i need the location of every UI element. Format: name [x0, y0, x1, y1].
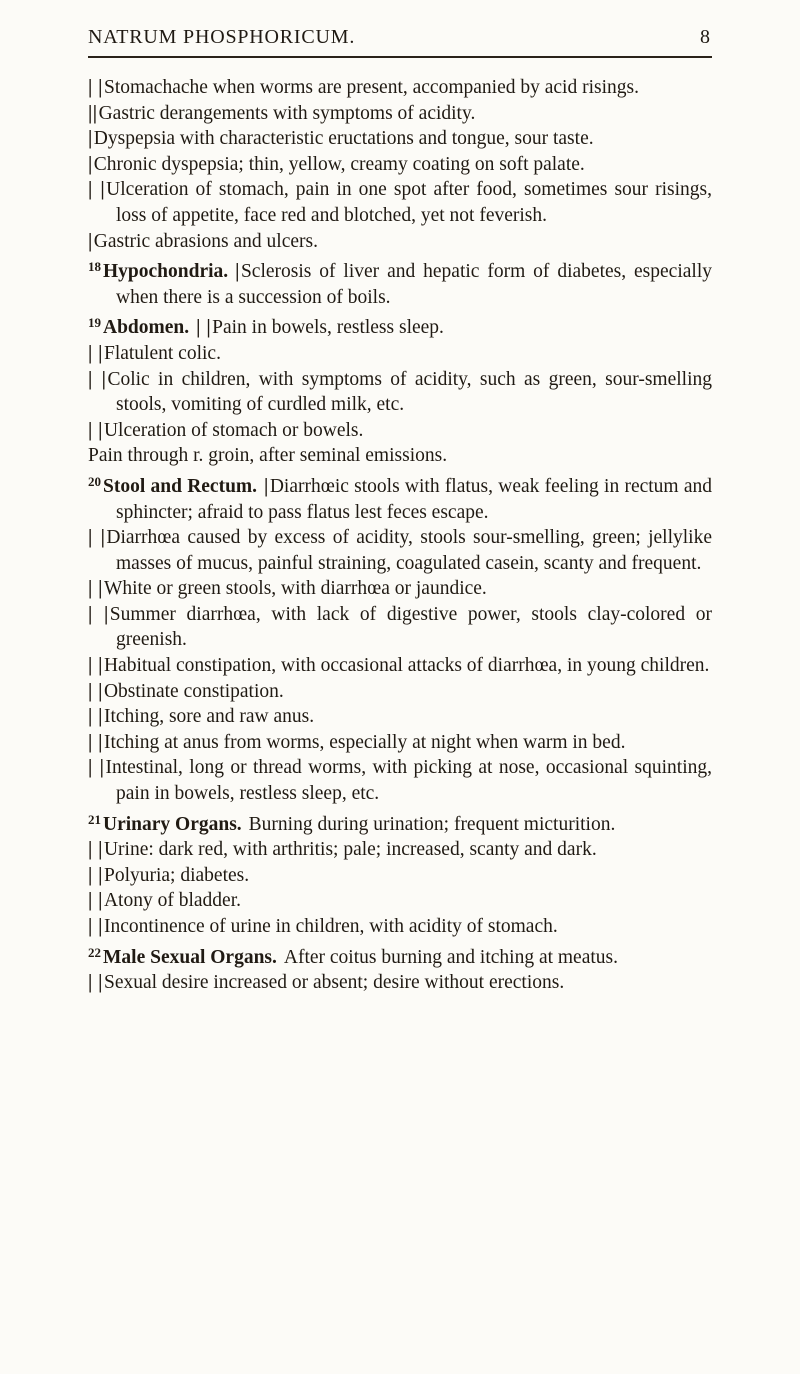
- section-number: 19: [88, 315, 101, 331]
- symptom-paragraph: [88, 602, 712, 653]
- section-heading: Stool and Rectum.: [103, 475, 258, 497]
- grade-mark: | |: [88, 179, 106, 201]
- symptom-paragraph: [88, 837, 712, 863]
- symptom-text: Pain through r. groin, after seminal emissions.: [88, 445, 448, 467]
- symptom-paragraph: [88, 418, 712, 444]
- symptom-text: Habitual constipation, with occasional attacks of diarrhœa, in young children.: [103, 655, 710, 677]
- symptom-text: Colic in children, with symptoms of acidity, such as green, sour-smelling stools, vomiting of curdled milk, etc.: [107, 368, 712, 416]
- grade-mark: | |: [88, 731, 103, 753]
- symptom-text: Chronic dyspepsia; thin, yellow, creamy coating on soft palate.: [93, 153, 585, 175]
- symptom-paragraph: [88, 888, 712, 914]
- grade-mark: | |: [88, 342, 103, 364]
- symptom-paragraph: [88, 679, 712, 705]
- symptom-text: Incontinence of urine in children, with acidity of stomach.: [103, 916, 558, 937]
- grade-mark: |: [88, 153, 93, 175]
- grade-mark: ||: [88, 102, 98, 124]
- symptom-paragraph: [88, 940, 712, 971]
- symptom-text: Diarrhœa caused by excess of acidity, stools sour-smelling, green; jellylike masses of mucus, painful straining, coagulated casein, scanty and frequent.: [106, 527, 712, 574]
- symptom-paragraph: [88, 970, 712, 996]
- grade-mark: |: [235, 261, 240, 283]
- grade-mark: | |: [88, 864, 103, 886]
- symptom-text: Flatulent colic.: [103, 342, 221, 364]
- grade-mark: | |: [88, 77, 103, 98]
- symptom-text: Ulceration of stomach or bowels.: [103, 419, 364, 441]
- grade-mark: | |: [88, 655, 103, 677]
- section-number: 21: [88, 811, 101, 827]
- symptom-paragraph: [88, 177, 712, 228]
- grade-mark: | |: [88, 890, 103, 912]
- section-heading: Abdomen.: [103, 317, 190, 339]
- grade-mark: |: [88, 230, 93, 252]
- symptom-paragraph: [88, 576, 712, 602]
- grade-mark: | |: [88, 757, 105, 779]
- symptom-paragraph: [88, 525, 712, 576]
- symptom-paragraph: [88, 807, 712, 838]
- grade-mark: |: [264, 475, 269, 497]
- header-rule: [88, 56, 712, 58]
- grade-mark: | |: [88, 972, 103, 994]
- grade-mark: | |: [88, 419, 103, 441]
- symptom-text: Intestinal, long or thread worms, with picking at nose, occasional squinting, pain in bowels, restless sleep, etc.: [105, 757, 713, 805]
- symptom-paragraph: [88, 704, 712, 730]
- grade-mark: | |: [88, 680, 103, 702]
- symptom-text: Urine: dark red, with arthritis; pale; increased, scanty and dark.: [103, 839, 597, 861]
- page-header: [88, 26, 712, 56]
- symptom-paragraph: [88, 755, 712, 806]
- grade-mark: | |: [88, 916, 103, 937]
- symptom-paragraph: [88, 310, 712, 341]
- grade-mark: | |: [88, 706, 103, 728]
- symptom-text: Pain in bowels, restless sleep.: [212, 317, 444, 339]
- symptom-paragraph: [88, 152, 712, 178]
- symptom-paragraph: [88, 653, 712, 679]
- symptom-text: Summer diarrhœa, with lack of digestive power, stools clay-colored or greenish.: [109, 603, 712, 651]
- symptom-paragraph: [88, 254, 712, 310]
- symptom-paragraph: [88, 730, 712, 756]
- grade-mark: | |: [88, 527, 106, 549]
- symptom-text: Obstinate constipation.: [103, 680, 284, 702]
- grade-mark: | |: [88, 839, 103, 861]
- symptom-paragraph: [88, 229, 712, 255]
- symptom-paragraph: [88, 101, 712, 127]
- symptom-text: Polyuria; diabetes.: [103, 864, 250, 886]
- symptom-paragraph: [88, 469, 712, 525]
- grade-mark: | |: [88, 368, 107, 390]
- symptom-text: Stomachache when worms are present, accompanied by acid risings.: [103, 77, 639, 98]
- symptom-text: Atony of bladder.: [103, 890, 241, 912]
- symptom-text: Ulceration of stomach, pain in one spot after food, sometimes sour risings, loss of appetite, face red and blotched, yet not feverish.: [106, 179, 712, 226]
- symptom-paragraph: [88, 443, 712, 469]
- section-heading: Hypochondria.: [103, 261, 229, 283]
- symptom-paragraph: [88, 367, 712, 418]
- symptom-text: Gastric abrasions and ulcers.: [93, 230, 318, 252]
- symptom-text: Dyspepsia with characteristic eructations and tongue, sour taste.: [93, 128, 594, 150]
- symptom-text: White or green stools, with diarrhœa or jaundice.: [103, 578, 487, 600]
- symptom-text: Itching, sore and raw anus.: [103, 706, 315, 728]
- symptom-paragraph: [88, 341, 712, 367]
- symptom-text: Sclerosis of liver and hepatic form of diabetes, especially when there is a succession of boils.: [116, 261, 712, 308]
- page-number: 8: [700, 26, 710, 48]
- symptom-text: Burning during urination; frequent micturition.: [248, 813, 616, 835]
- page-header-title: NATRUM PHOSPHORICUM.: [88, 26, 356, 48]
- section-heading: Urinary Organs.: [103, 813, 242, 835]
- grade-mark: | |: [196, 317, 212, 339]
- section-heading: Male Sexual Organs.: [103, 946, 277, 968]
- section-number: 22: [88, 944, 101, 960]
- page-body: [88, 75, 712, 996]
- section-number: 18: [88, 259, 101, 275]
- symptom-text: Diarrhœic stools with flatus, weak feeling in rectum and sphincter; afraid to pass flatus lest feces escape.: [116, 475, 713, 523]
- symptom-paragraph: [88, 914, 712, 940]
- symptom-text: Gastric derangements with symptoms of acidity.: [98, 102, 476, 124]
- grade-mark: | |: [88, 578, 103, 600]
- symptom-paragraph: [88, 126, 712, 152]
- section-number: 20: [88, 473, 101, 489]
- symptom-text: After coitus burning and itching at meatus.: [283, 946, 619, 968]
- symptom-text: Sexual desire increased or absent; desire without erections.: [103, 972, 565, 994]
- symptom-text: Itching at anus from worms, especially at night when warm in bed.: [103, 731, 626, 753]
- grade-mark: | |: [88, 603, 109, 625]
- grade-mark: |: [88, 128, 93, 150]
- symptom-paragraph: [88, 863, 712, 889]
- symptom-paragraph: [88, 75, 712, 101]
